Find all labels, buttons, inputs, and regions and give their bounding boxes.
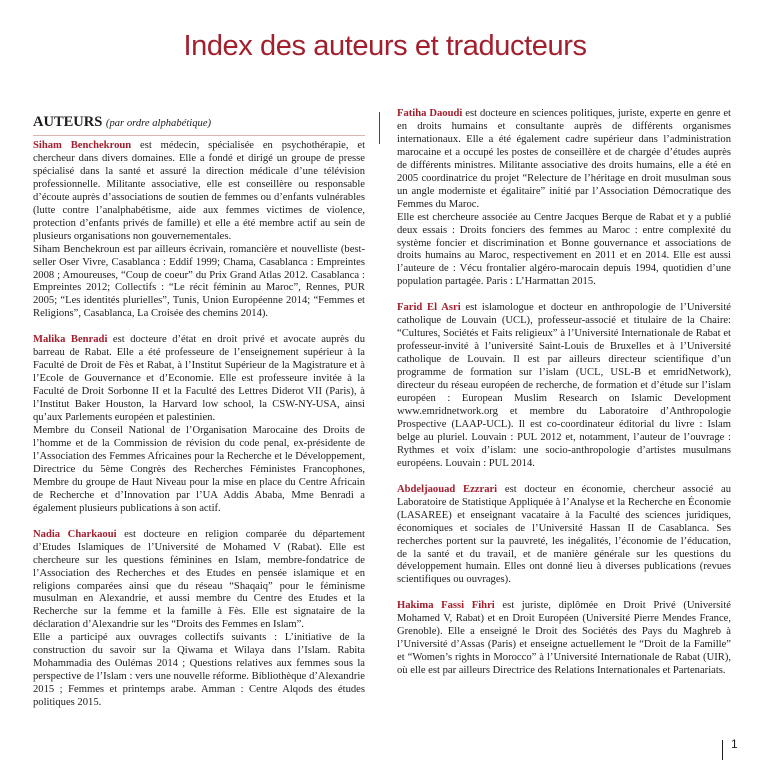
right-column bbox=[397, 108, 731, 678]
author-bio: est docteure en sciences politiques, juriste, experte en genre et en droits humains et consultante auprès de différents organismes internationaux. Elle a été également cadre supérieur dans l’administration marocaine et a occupé les postes de conseillère et de chargée d’études auprès de différents ministres. Militante associative des droits humains, elle a été en 2005 coordinatrice du projet “Relecture de l’héritage en droit musulman sous un angle moderniste et égalitaire” initié par l’Association Démocratique des Femmes du Maroc. bbox=[397, 108, 731, 210]
author-bio: est docteure d’état en droit privé et avocate auprès du barreau de Rabat. Elle a été professeure de l’enseignement supérieur à la Faculté de Droit de Fès et Rabat, à l’Institut Supérieur de la Magistrature et à l’Ecole de Gouvernance et d’Economie. Elle est professeure invitée à la Faculté de Droit Sorbonne II et la Faculté des Lettres Diderot VII (Paris), à l’Institut Baker Houston, la Harvard low school, la CSW-NY-USA, ainsi qu’aux Parlements européen et palestinien. bbox=[33, 334, 365, 424]
author-bio: est juriste, diplômée en Droit Privé (Université Mohamed V, Rabat) et en Droit Européen (Université Pierre Mendes France, Grenoble). Elle a enseigné le Droit des Sociétés des Pays du Maghreb à l’Université d’Assas (Paris) et enseigne actuellement le “Droit de la Famille” et “Women’s rights in Morocco” à l’Université Internationale de Rabat (UIR), où elle est par ailleurs Directrice des Relations Internationales et Partenariats. bbox=[397, 600, 731, 677]
section-subheading: (par ordre alphabétique) bbox=[105, 118, 212, 129]
author-paragraph bbox=[33, 140, 365, 244]
author-paragraph: Membre du Conseil National de l’Organisation Marocaine des Droits de l’homme et de la Commission de révision du code penal, ex-présidente de l’Association des Femmes Africaines pour la Recherche et le Développement, Directrice du 5ème Congrès des Recherches Féministes Francophones, Membre du groupe de Haut Niveau pour la mise en place du Centre Africain de Recherche et d’Innovation par l’UA Addis Ababa, Mme Benradi a également plusieurs publications à son actif. bbox=[33, 425, 365, 514]
author-paragraph bbox=[33, 334, 365, 425]
author-bio: est islamologue et docteur en anthropologie de l’Université catholique de Louvain (UCL), professeur-associé et titulaire de la Chaire: “Cultures, Sociétés et Faits religieux” à l’Université Internationale de Rabat et professeur-invité à l’université Saint-Louis de Bruxelles et à l’Université catholique de Louvain. Il est par ailleurs directeur scientifique d’un programme de formation sur l’islam (UCL, USL-B et emridNetwork), directeur du réseau européen de recherche, de formation et d’étude sur l’islam européen : European Muslim Research on Islamic Development www.emridnetwork.org et membre du Laboratoire d’Anthropologie Prospective (LAAP-UCL). Il est co-coordinateur éditorial du livre : Islam belge au pluriel. Louvain : PUL 2012 et, notamment, l’auteur de l’ouvrage : Rythmes et voix d’islam: une socio-anthropologie d’artistes musulmans européens. Louvain : PUL 2014. bbox=[397, 302, 731, 469]
author-paragraph bbox=[397, 600, 731, 678]
author-paragraph bbox=[33, 529, 365, 633]
author-entry bbox=[33, 140, 365, 321]
author-bio: est docteure en religion comparée du département d’Etudes Islamiques de l’Université de Mohamed V (Rabat). Elle est chercheure sur les questions féminines en Islam, membre-fondatrice de l’Association des Recherches et des Etudes en pensée islamique et en religions comparées ainsi que du réseau “Shaqaiq” pour le féminisme musulman en Alexandrie, et aussi membre du Centre des Etudes et la Recherche sur la femme et la famille à Fès. Elle est signataire de la déclaration d’Alexandrie sur les “Droits des Femmes en Islam”. bbox=[33, 528, 365, 631]
heading-divider bbox=[33, 135, 365, 136]
section-heading bbox=[33, 114, 365, 132]
author-paragraph: Elle est chercheure associée au Centre Jacques Berque de Rabat et y a publié deux essais : Droits fonciers des femmes au Maroc : entre complexité du système foncier et discrimination et Bonne gouvernance et associations de droits humains au Maroc, respectivement en 2011 et en 2014. Elle est aussi l’auteure de : Vécu frontalier algéro-marocain depuis 1994, quotidien d’une population partagée. Paris : L’Harmattan 2015. bbox=[397, 211, 731, 288]
author-entry bbox=[397, 108, 731, 289]
author-bio: est docteur en économie, chercheur associé au Laboratoire de Statistique Appliquée à l’Analyse et la Recherche en Économie (LASAREE) et enseignant vacataire à la Faculté des sciences juridiques, économiques et sociales de l’Université Hassan II de Casablanca. Ses recherches portent sur la pauvreté, les inégalités, l’économie de l’éducation, de la santé et du travail, et de manière générale sur les questions du développement humain. Elles ont donné lieu à diverses publications (revues scientifiques ou ouvrages). bbox=[397, 483, 731, 586]
page-number-rule bbox=[722, 740, 723, 760]
author-entry bbox=[397, 600, 731, 678]
author-name: Fatiha Daoudi bbox=[397, 108, 463, 119]
left-column bbox=[33, 114, 365, 710]
author-name: Malika Benradi bbox=[33, 334, 108, 346]
author-name: Siham Benchekroun bbox=[33, 140, 132, 151]
author-paragraph: Siham Benchekroun est par ailleurs écrivain, romancière et nouvelliste (best-seller Oser Vivre, Casablanca : Eddif 1999; Chama, Casablanca : Empreintes 2008 ; Amoureuses, “Coup de coeur” du Prix Grand Atlas 2012. Casablanca : Empreintes 2012; Collectifs : “Le récit féminin au Maroc”, Rennes, PUR 2005; “Les identités plurielles”, Tunis, Union Européenne 2014; “Femmes et Religions”, Casablanca, La Croisée des chemins 2014). bbox=[33, 243, 365, 320]
author-bio: est médecin, spécialisée en psychothérapie, et chercheur dans divers domaines. Elle a fondé et dirigé un groupe de presse spécialisé dans la santé et assuré la direction médicale d’une télévision professionnelle. Militante associative, elle est conseillère ou responsable d’écoute auprès d’associations de soutien de femmes ou d’enfants vulnérables (lutte contre l’analphabétisme, aide aux femmes victimes de violence, protection d’enfants privés de famille) et elle a été membre actif au sein de plusieurs organisations non gouvernementales. bbox=[33, 140, 366, 242]
column-accent-rule bbox=[379, 112, 380, 144]
page-title: Index des auteurs et traducteurs bbox=[183, 30, 587, 62]
author-entry bbox=[397, 484, 731, 588]
author-name: Nadia Charkaoui bbox=[33, 528, 117, 540]
author-name: Abdeljaouad Ezzrari bbox=[397, 483, 498, 495]
author-name: Farid El Asri bbox=[397, 302, 461, 314]
author-name: Hakima Fassi Fihri bbox=[397, 600, 495, 612]
author-entry bbox=[33, 334, 365, 515]
author-paragraph bbox=[397, 484, 731, 588]
page-number: 1 bbox=[731, 737, 738, 751]
author-paragraph bbox=[397, 108, 731, 212]
author-paragraph bbox=[397, 302, 731, 470]
section-heading-label: AUTEURS bbox=[33, 114, 103, 130]
author-paragraph: Elle a participé aux ouvrages collectifs suivants : L’initiative de la construction du savoir sur la Qiwama et Wilaya dans l’Islam. Rabita Mohammadia des Oulémas 2014 ; Questions relatives aux femmes sous la perspective de l’Islam : vers une nouvelle réforme. Bibliothèque d’Alexandrie 2015 ; Femmes et printemps arabe. Amman : Centre Alqods des études politiques 2015. bbox=[33, 632, 365, 709]
author-entry bbox=[33, 529, 365, 710]
author-entry bbox=[397, 302, 731, 470]
